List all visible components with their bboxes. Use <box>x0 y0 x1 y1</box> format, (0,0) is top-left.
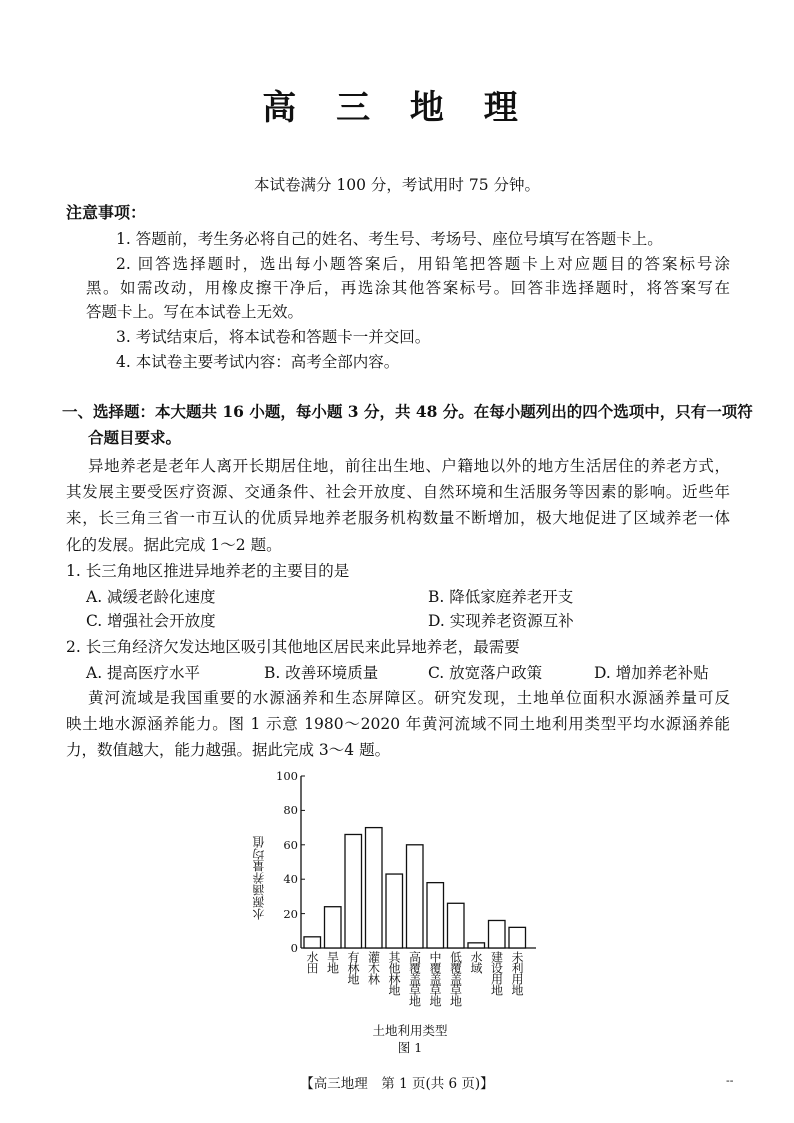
y-tick-label: 40 <box>283 872 298 887</box>
section-heading: 一、选择题：本大题共 16 小题，每小题 3 分，共 48 分。在每小题列出的四个选项中，只有一项符 <box>62 402 753 421</box>
x-tick-label: 灌木林 <box>366 951 381 984</box>
q1-option-d: D. 实现养老资源互补 <box>428 612 574 630</box>
passage-line: 其发展主要受医疗资源、交通条件、社会开放度、自然环境和生活服务等因素的影响。近些年 <box>66 483 730 501</box>
y-tick-label: 100 <box>276 769 298 783</box>
q1-option-c: C. 增强社会开放度 <box>86 612 216 630</box>
x-tick-label: 有林地 <box>346 951 360 984</box>
bar-旱地 <box>325 907 342 948</box>
notice-line: 1. 答题前，考生务必将自己的姓名、考生号、考场号、座位号填写在答题卡上。 <box>116 230 663 248</box>
x-tick-label: 旱地 <box>325 951 340 973</box>
y-axis-label: 水源涵养量均值 <box>252 836 266 920</box>
x-tick-label: 水田 <box>305 951 319 973</box>
x-tick-label: 未利用地 <box>510 951 524 995</box>
exam-info: 本试卷满分 100 分，考试用时 75 分钟。 <box>253 176 541 194</box>
notice-line: 3. 考试结束后，将本试卷和答题卡一并交回。 <box>116 328 431 346</box>
passage-line: 化的发展。据此完成 1～2 题。 <box>66 536 282 554</box>
notice-heading: 注意事项： <box>66 203 147 222</box>
q2-option-a: A. 提高医疗水平 <box>86 664 201 682</box>
notice-line: 4. 本试卷主要考试内容：高考全部内容。 <box>116 353 400 371</box>
notice-line: 2. 回答选择题时，选出每小题答案后，用铅笔把答题卡上对应题目的答案标号涂 <box>116 255 730 273</box>
q2-option-d: D. 增加养老补贴 <box>594 664 709 682</box>
bar-有林地 <box>345 834 362 948</box>
x-tick-label: 水域 <box>469 951 483 973</box>
bar-未利用地 <box>509 927 526 948</box>
question-2-stem: 2. 长三角经济欠发达地区吸引其他地区居民来此异地养老，最需要 <box>66 638 520 656</box>
x-tick-label: 其他林地 <box>387 951 401 995</box>
notice-line: 黑。如需改动，用橡皮擦干净后，再选涂其他答案标号。回答非选择题时，将答案写在 <box>86 279 730 297</box>
x-tick-label: 低覆盖草地 <box>448 951 463 1006</box>
passage-line: 映土地水源涵养能力。图 1 示意 1980～2020 年黄河流域不同土地利用类型平均水源涵养能 <box>66 715 730 733</box>
q2-option-b: B. 改善环境质量 <box>264 664 379 682</box>
bar-chart-figure-1 <box>250 765 570 1065</box>
y-tick-label: 0 <box>290 941 298 955</box>
bar-灌木林 <box>366 828 383 948</box>
bar-建设用地 <box>489 920 506 948</box>
section-heading-cont: 合题目要求。 <box>88 428 182 447</box>
y-tick-label: 60 <box>283 837 298 852</box>
passage-line: 力，数值越大，能力越强。据此完成 3～4 题。 <box>66 741 391 759</box>
x-axis-label: 土地利用类型 <box>372 1023 448 1038</box>
y-tick-label: 80 <box>283 803 298 818</box>
chart-canvas <box>250 765 570 1055</box>
page-title: 高 三 地 理 <box>262 88 532 128</box>
q1-option-b: B. 降低家庭养老开支 <box>428 588 574 606</box>
passage-line: 异地养老是老年人离开长期居住地，前往出生地、户籍地以外的地方生活居住的养老方式， <box>88 457 730 475</box>
bar-低覆盖草地 <box>448 903 465 948</box>
bar-水域 <box>468 943 485 948</box>
page-footer: 【高三地理 第 1 页(共 6 页)】 <box>300 1076 494 1092</box>
bar-中覆盖草地 <box>427 883 444 948</box>
passage-line: 来，长三角三省一市互认的优质异地养老服务机构数量不断增加，极大地促进了区域养老一体 <box>66 509 730 527</box>
bar-水田 <box>304 937 321 948</box>
bar-其他林地 <box>386 874 403 948</box>
question-1-stem: 1. 长三角地区推进异地养老的主要目的是 <box>66 562 350 580</box>
q1-option-a: A. 减缓老龄化速度 <box>86 588 216 606</box>
x-tick-label: 建设用地 <box>489 951 504 995</box>
figure-caption: 图 1 <box>397 1040 423 1055</box>
q2-option-c: C. 放宽落户政策 <box>428 664 543 682</box>
y-tick-label: 20 <box>283 906 298 921</box>
notice-line: 答题卡上。写在本试卷上无效。 <box>86 303 304 321</box>
footer-mark: -- <box>726 1074 734 1087</box>
bar-高覆盖草地 <box>407 845 424 948</box>
x-tick-label: 高覆盖草地 <box>407 951 422 1006</box>
passage-line: 黄河流域是我国重要的水源涵养和生态屏障区。研究发现，土地单位面积水源涵养量可反 <box>88 689 730 707</box>
x-tick-label: 中覆盖草地 <box>428 951 442 1006</box>
